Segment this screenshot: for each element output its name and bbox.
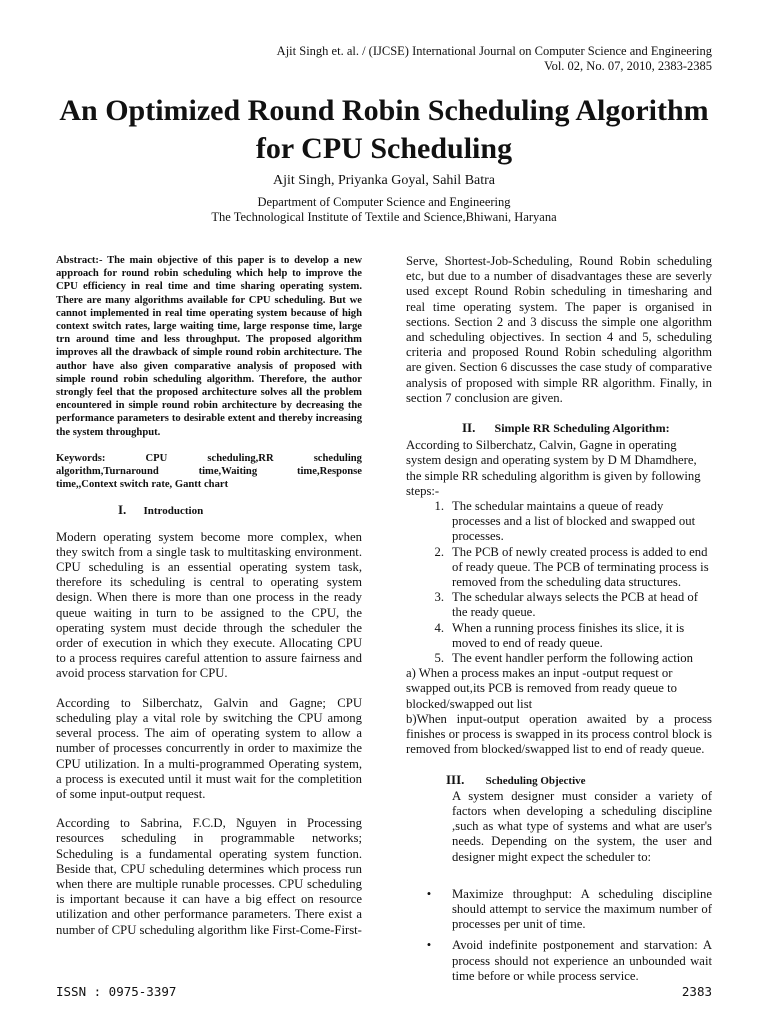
bullet-icon: • xyxy=(426,938,432,953)
keyword: scheduling xyxy=(313,452,362,464)
intro-paragraph-3: According to Sabrina, F.C.D, Nguyen in Processing resources scheduling in programmable networks; Scheduling is a fundamental operating system function. Beside that, CPU scheduling determines which process run when there are multiple runable processes. CPU scheduling is important because it can have a big effect on resource utilization and other performance parameters. There exist a number of CPU scheduling algorithm like First-Come-First- xyxy=(56,816,362,937)
list-item: 2. The PCB of newly created process is added to end of ready queue. The PCB of terminating process is removed from the scheduling data structures. xyxy=(434,544,709,590)
intro-paragraph-2: According to Silberchatz, Galvin and Gagne; CPU scheduling play a vital role by switching the CPU among several process. The aim of operating system to allow a number of processes concurrently in order to maximize the CPU utilization. In a multi-programmed Operating system, a process is executed until it must wait for the completition of some input-output request. xyxy=(56,695,362,801)
paper-title-line1: An Optimized Round Robin Scheduling Algorithm xyxy=(59,94,709,127)
bullet-icon: • xyxy=(426,886,432,901)
keyword-line: time,,Context switch rate, Gantt chart xyxy=(56,479,229,491)
keywords-label: Keywords: xyxy=(56,452,106,464)
right-column xyxy=(406,254,712,990)
section2-action-b: b)When input-output operation awaited by a process finishes or process is swapped in its process control block is removed from blocked/swapped list to end of ready queue. xyxy=(406,711,712,757)
keyword: time,Response xyxy=(296,466,362,478)
keyword: CPU xyxy=(145,452,168,464)
left-column xyxy=(56,254,362,938)
rr-steps-list xyxy=(406,499,712,666)
section2-action-a: a) When a process makes an input -output request or swapped out,its PCB is removed from ready queue to blocked/swapped out list xyxy=(406,666,677,711)
section2-number: II. xyxy=(462,420,476,436)
section3-number: III. xyxy=(446,771,465,787)
section3-intro: A system designer must consider a variety of factors when developing a scheduling discipline ,such as what type of systems and what are user's needs. Depending on the system, the user and designer might expect the scheduler to: xyxy=(452,788,712,864)
section1-number: I. xyxy=(118,502,127,518)
section3-heading xyxy=(406,772,712,789)
journal-header-line1: Ajit Singh et. al. / (IJCSE) International Journal on Computer Science and Engineering xyxy=(276,44,712,58)
page-number: 2383 xyxy=(681,984,712,999)
intro-paragraph-3-continued: Serve, Shortest-Job-Scheduling, Round Robin scheduling etc, but due to a number of disadvantages these are severly used except Round Robin scheduling in timesharing and real time operating system. The paper is organised in sections. Section 2 and 3 discuss the simple one algorithm and scheduling objectives. In section 4 and 5, scheduling criteria and proposed Round Robin scheduling algorithm are given. Section 6 discusses the case study of comparative analysis of proposed with simple RR algorithm. Finally, in section 7 conclusion are given. xyxy=(406,254,712,405)
list-item: • Avoid indefinite postponement and starvation: A process should not experience an unbounded wait time before or while process service. xyxy=(406,938,712,984)
section2-intro: According to Silberchatz, Calvin, Gagne in operating system design and operating system by D M Dhamdhere, the simple RR scheduling algorithm is given by following steps:- xyxy=(406,438,701,498)
journal-header-line2: Vol. 02, No. 07, 2010, 2383-2385 xyxy=(544,59,712,73)
list-item: 1. The schedular maintains a queue of ready processes and a list of blocked and swapped out processes. xyxy=(434,499,696,544)
intro-paragraph-1: Modern operating system become more complex, when they switch from a single task to multitasking environment. CPU scheduling is an essential operating system task, therefore its scheduling is central to operating system design. When there is more than one process in the ready queue waiting in turn to be assigned to the CPU, the operating system must decide through the scheduler the order of execution in which they execute. Allocating CPU to a process requires careful attention to assure fairness and avoid process starvation for CPU. xyxy=(56,529,362,681)
section2-heading xyxy=(406,420,712,436)
keyword: scheduling,RR xyxy=(207,452,274,464)
abstract: Abstract:- The main objective of this paper is to develop a new approach for round robin scheduling which help to improve the CPU efficiency in real time and time sharing operating system. There are many algorithms available for CPU scheduling. But we cannot implemented in real time operating system because of high context switch rates, large waiting time, large response time, large trn around time and less throughput. The proposed algorithm improves all the drawback of simple round robin architecture. The author have also given comparative analysis of proposed with simple round robin scheduling algorithm. Therefore, the author strongly feel that the proposed architecture solves all the problem encountered in simple round robin architecture by decreasing the performance parameters to desirable extent and thereby increasing the system throughput. xyxy=(56,255,362,438)
section3-title: Scheduling Objective xyxy=(485,774,586,787)
authors: Ajit Singh, Priyanka Goyal, Sahil Batra xyxy=(272,173,496,188)
list-item: • Maximize throughput: A scheduling discipline should attempt to service the maximum number of processes per unit of time. xyxy=(406,887,712,933)
objectives-list xyxy=(406,887,712,984)
section1-title: Introduction xyxy=(143,505,204,518)
list-item: 5. The event handler perform the following action xyxy=(434,651,693,666)
footer-issn: ISSN : 0975-3397 xyxy=(56,984,177,999)
affiliation-line1: Department of Computer Science and Engineering xyxy=(257,195,511,209)
keywords xyxy=(56,452,362,492)
section1-heading xyxy=(56,502,362,519)
section2-title: Simple RR Scheduling Algorithm: xyxy=(494,421,670,436)
list-item: 3. The schedular always selects the PCB at head of the ready queue. xyxy=(434,590,698,620)
paper-title-line2: for CPU Scheduling xyxy=(255,132,513,165)
keyword: time,Waiting xyxy=(198,466,258,478)
keyword: algorithm,Turnaround xyxy=(56,466,159,478)
affiliation-line2: The Technological Institute of Textile and Science,Bhiwani, Haryana xyxy=(211,210,557,224)
list-item: 4. When a running process finishes its slice, it is moved to end of ready queue. xyxy=(434,620,685,650)
